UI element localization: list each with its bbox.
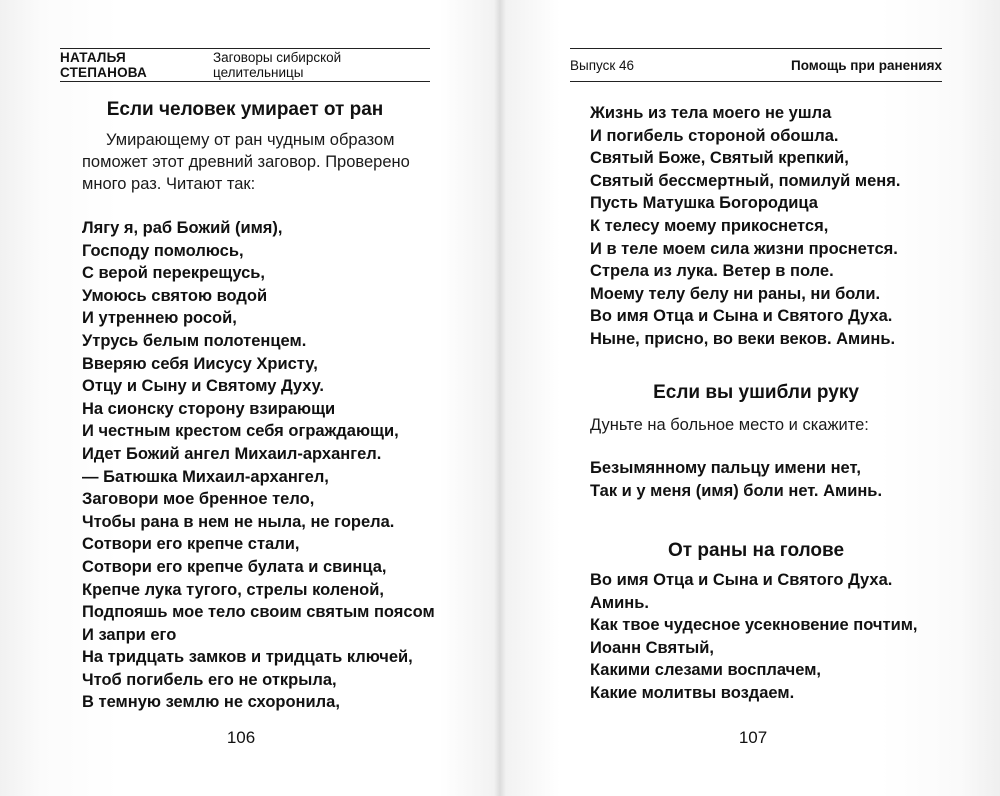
verse-line: И утреннею росой, (82, 309, 237, 328)
verse-line: Во имя Отца и Сына и Святого Духа. (590, 307, 893, 326)
section-title-bruised-hand: Если вы ушибли руку (653, 382, 859, 403)
verse-line: И в теле моем сила жизни проснется. (590, 239, 898, 258)
verse-line: Утрусь белым полотенцем. (82, 331, 307, 350)
verse-line: И честным крестом себя ограждающи, (82, 422, 399, 441)
verse-dying-from-wounds (82, 217, 435, 714)
running-head-left (60, 48, 430, 82)
verse-line: К телесу моему прикоснется, (590, 216, 829, 235)
verse-line: И запри его (82, 625, 177, 644)
verse-line: Какие молитвы воздаем. (590, 683, 795, 702)
verse-line: Лягу я, раб Божий (имя), (82, 219, 283, 237)
verse-line: Умоюсь святою водой (82, 286, 268, 305)
page-number-right: 107 (738, 728, 768, 747)
page-number-left: 106 (226, 728, 256, 747)
right-page (500, 0, 1000, 796)
verse-line: На сионску сторону взирающи (82, 399, 336, 418)
verse-line: Чтобы рана в нем не ныла, не горела. (82, 512, 395, 531)
verse-line: Аминь. (590, 593, 649, 612)
verse-line: Так и у меня (имя) боли нет. Аминь. (590, 481, 883, 500)
verse-line: Крепче лука тугого, стрелы коленой, (82, 580, 384, 599)
section-title-dying-from-wounds: Если человек умирает от ран (106, 99, 384, 120)
verse-line: Святый Боже, Святый крепкий, (590, 149, 849, 168)
section-title-head-wound: От раны на голове (667, 540, 845, 561)
verse-line: Отцу и Сыну и Святому Духу. (82, 377, 324, 396)
verse-line: Подпояшь мое тело своим святым поясом (82, 603, 435, 622)
verse-line: Какими слезами восплачем, (590, 661, 821, 680)
section-intro-bruised-hand: Дуньте на больное место и скажите: (590, 416, 869, 434)
section-intro-dying-from-wounds: Умирающему от ран чудным образом поможет этот древний заговор. Проверено много раз. Читают так: (82, 131, 410, 193)
verse-line: Сотвори его крепче булата и свинца, (82, 557, 387, 576)
verse-line: Моему телу белу ни раны, ни боли. (590, 284, 881, 303)
verse-line: И погибель стороной обошла. (590, 126, 839, 145)
verse-line: На тридцать замков и тридцать ключей, (82, 648, 413, 667)
verse-line: Как твое чудесное усекновение почтим, (590, 616, 918, 635)
verse-line: Стрела из лука. Ветер в поле. (590, 262, 834, 281)
running-head-book-title: Заговоры сибирской целительницы (213, 50, 342, 80)
verse-line: Святый бессмертный, помилуй меня. (590, 171, 901, 190)
running-head-author: НАТАЛЬЯ СТЕПАНОВА (60, 50, 147, 80)
verse-line: В темную землю не схоронила, (82, 693, 340, 712)
running-head-chapter: Помощь при ранениях (791, 57, 942, 73)
verse-head-wound (590, 569, 918, 705)
running-head-issue: Выпуск 46 (570, 57, 635, 73)
verse-line: — Батюшка Михаил-архангел, (82, 467, 329, 486)
verse-line: Идет Божий ангел Михаил-архангел. (82, 444, 382, 463)
verse-line: Чтоб погибель его не открыла, (82, 670, 337, 689)
verse-line: Ныне, присно, во веки веков. Аминь. (590, 329, 896, 348)
verse-line: Пусть Матушка Богородица (590, 194, 818, 213)
verse-line: Господу помолюсь, (82, 241, 244, 260)
verse-line: Безымянному пальцу имени нет, (590, 459, 861, 477)
verse-line: Сотвори его крепче стали, (82, 535, 300, 554)
verse-continued (590, 102, 900, 351)
running-head-right (570, 48, 942, 82)
verse-line: Заговори мое бренное тело, (82, 490, 315, 509)
verse-line: С верой перекрещусь, (82, 264, 265, 283)
verse-line: Во имя Отца и Сына и Святого Духа. (590, 571, 893, 589)
verse-line: Вверяю себя Иисусу Христу, (82, 354, 318, 373)
verse-bruised-hand (590, 457, 882, 502)
verse-line: Иоанн Святый, (590, 638, 714, 657)
verse-line: Жизнь из тела моего не ушла (590, 104, 832, 122)
